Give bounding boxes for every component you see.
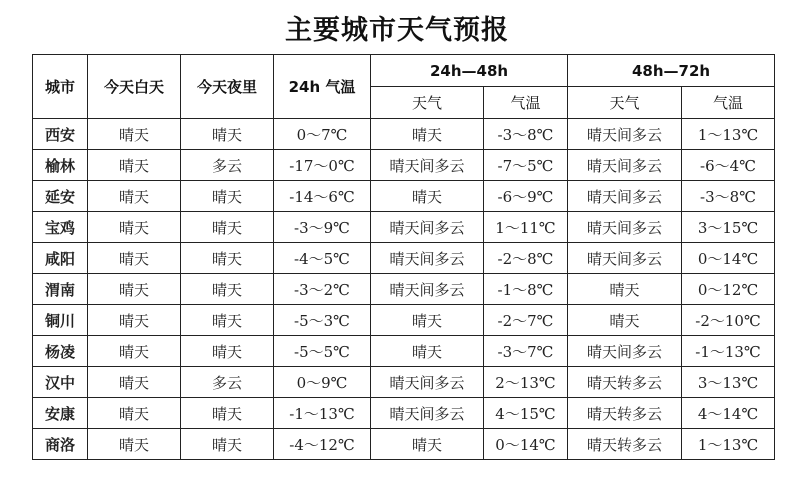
temp-48h-cell: -1～8℃: [484, 274, 568, 305]
today-night-cell: 晴天: [181, 212, 274, 243]
temp-48h-cell: 1～11℃: [484, 212, 568, 243]
today-night-cell: 晴天: [181, 305, 274, 336]
weather-72h-cell: 晴天间多云: [568, 212, 682, 243]
weather-72h-cell: 晴天间多云: [568, 150, 682, 181]
table-row: [33, 305, 775, 336]
weather-72h-cell: 晴天间多云: [568, 243, 682, 274]
today-day-cell: 晴天: [88, 398, 181, 429]
today-day-cell: 晴天: [88, 212, 181, 243]
header-72h-weather: 天气: [568, 87, 682, 119]
temp-24h-cell: -17～0℃: [274, 150, 371, 181]
today-day-cell: 晴天: [88, 367, 181, 398]
temp-24h-cell: -4～5℃: [274, 243, 371, 274]
temp-24h-cell: -4～12℃: [274, 429, 371, 460]
table-row: [33, 119, 775, 150]
today-night-cell: 多云: [181, 367, 274, 398]
weather-72h-cell: 晴天: [568, 274, 682, 305]
table-row: [33, 398, 775, 429]
today-day-cell: 晴天: [88, 181, 181, 212]
weather-48h-cell: 晴天间多云: [371, 367, 484, 398]
table-row: [33, 274, 775, 305]
header-today-day: 今天白天: [88, 55, 181, 119]
temp-72h-cell: 0～14℃: [682, 243, 775, 274]
temp-72h-cell: 1～13℃: [682, 429, 775, 460]
table-row: [33, 150, 775, 181]
city-cell: 宝鸡: [33, 212, 88, 243]
weather-72h-cell: 晴天转多云: [568, 398, 682, 429]
table-row: [33, 429, 775, 460]
today-night-cell: 多云: [181, 150, 274, 181]
city-cell: 杨凌: [33, 336, 88, 367]
temp-24h-cell: -14～6℃: [274, 181, 371, 212]
temp-72h-cell: 3～15℃: [682, 212, 775, 243]
weather-48h-cell: 晴天: [371, 305, 484, 336]
temp-72h-cell: -2～10℃: [682, 305, 775, 336]
city-cell: 商洛: [33, 429, 88, 460]
today-night-cell: 晴天: [181, 429, 274, 460]
today-day-cell: 晴天: [88, 336, 181, 367]
city-cell: 西安: [33, 119, 88, 150]
today-day-cell: 晴天: [88, 119, 181, 150]
temp-48h-cell: -3～7℃: [484, 336, 568, 367]
today-day-cell: 晴天: [88, 274, 181, 305]
temp-72h-cell: -6～4℃: [682, 150, 775, 181]
weather-72h-cell: 晴天: [568, 305, 682, 336]
weather-48h-cell: 晴天间多云: [371, 274, 484, 305]
temp-48h-cell: 4～15℃: [484, 398, 568, 429]
today-day-cell: 晴天: [88, 150, 181, 181]
city-cell: 咸阳: [33, 243, 88, 274]
today-night-cell: 晴天: [181, 274, 274, 305]
weather-48h-cell: 晴天: [371, 119, 484, 150]
table-row: [33, 243, 775, 274]
header-24-48h: 24h—48h: [371, 55, 568, 87]
header-city: 城市: [33, 55, 88, 119]
temp-24h-cell: 0～7℃: [274, 119, 371, 150]
temp-72h-cell: 0～12℃: [682, 274, 775, 305]
weather-48h-cell: 晴天: [371, 336, 484, 367]
temp-24h-cell: -3～2℃: [274, 274, 371, 305]
weather-72h-cell: 晴天间多云: [568, 119, 682, 150]
temp-48h-cell: 0～14℃: [484, 429, 568, 460]
today-night-cell: 晴天: [181, 398, 274, 429]
today-day-cell: 晴天: [88, 243, 181, 274]
temp-48h-cell: 2～13℃: [484, 367, 568, 398]
header-48h-weather: 天气: [371, 87, 484, 119]
temp-24h-cell: -3～9℃: [274, 212, 371, 243]
temp-24h-cell: -1～13℃: [274, 398, 371, 429]
temp-48h-cell: -7～5℃: [484, 150, 568, 181]
weather-72h-cell: 晴天间多云: [568, 181, 682, 212]
weather-48h-cell: 晴天: [371, 181, 484, 212]
temp-24h-cell: -5～5℃: [274, 336, 371, 367]
temp-48h-cell: -3～8℃: [484, 119, 568, 150]
weather-48h-cell: 晴天: [371, 429, 484, 460]
today-day-cell: 晴天: [88, 429, 181, 460]
header-48h-temp: 气温: [484, 87, 568, 119]
city-cell: 安康: [33, 398, 88, 429]
forecast-table: [32, 54, 775, 460]
temp-48h-cell: -2～7℃: [484, 305, 568, 336]
temp-24h-cell: 0～9℃: [274, 367, 371, 398]
weather-72h-cell: 晴天转多云: [568, 367, 682, 398]
temp-72h-cell: 1～13℃: [682, 119, 775, 150]
header-72h-temp: 气温: [682, 87, 775, 119]
city-cell: 延安: [33, 181, 88, 212]
weather-72h-cell: 晴天间多云: [568, 336, 682, 367]
today-night-cell: 晴天: [181, 243, 274, 274]
header-today-night: 今天夜里: [181, 55, 274, 119]
table-row: [33, 212, 775, 243]
city-cell: 铜川: [33, 305, 88, 336]
temp-48h-cell: -2～8℃: [484, 243, 568, 274]
today-night-cell: 晴天: [181, 181, 274, 212]
header-24h-temp: 24h 气温: [274, 55, 371, 119]
weather-48h-cell: 晴天间多云: [371, 243, 484, 274]
temp-72h-cell: 4～14℃: [682, 398, 775, 429]
today-night-cell: 晴天: [181, 336, 274, 367]
temp-72h-cell: 3～13℃: [682, 367, 775, 398]
city-cell: 渭南: [33, 274, 88, 305]
today-day-cell: 晴天: [88, 305, 181, 336]
header-48-72h: 48h—72h: [568, 55, 775, 87]
temp-72h-cell: -1～13℃: [682, 336, 775, 367]
table-row: [33, 336, 775, 367]
temp-24h-cell: -5～3℃: [274, 305, 371, 336]
weather-72h-cell: 晴天转多云: [568, 429, 682, 460]
temp-48h-cell: -6～9℃: [484, 181, 568, 212]
today-night-cell: 晴天: [181, 119, 274, 150]
weather-48h-cell: 晴天间多云: [371, 212, 484, 243]
temp-72h-cell: -3～8℃: [682, 181, 775, 212]
city-cell: 汉中: [33, 367, 88, 398]
table-row: [33, 181, 775, 212]
table-row: [33, 367, 775, 398]
weather-48h-cell: 晴天间多云: [371, 150, 484, 181]
page-title: 主要城市天气预报: [285, 15, 509, 46]
city-cell: 榆林: [33, 150, 88, 181]
forecast-table-body: [33, 119, 775, 460]
weather-48h-cell: 晴天间多云: [371, 398, 484, 429]
